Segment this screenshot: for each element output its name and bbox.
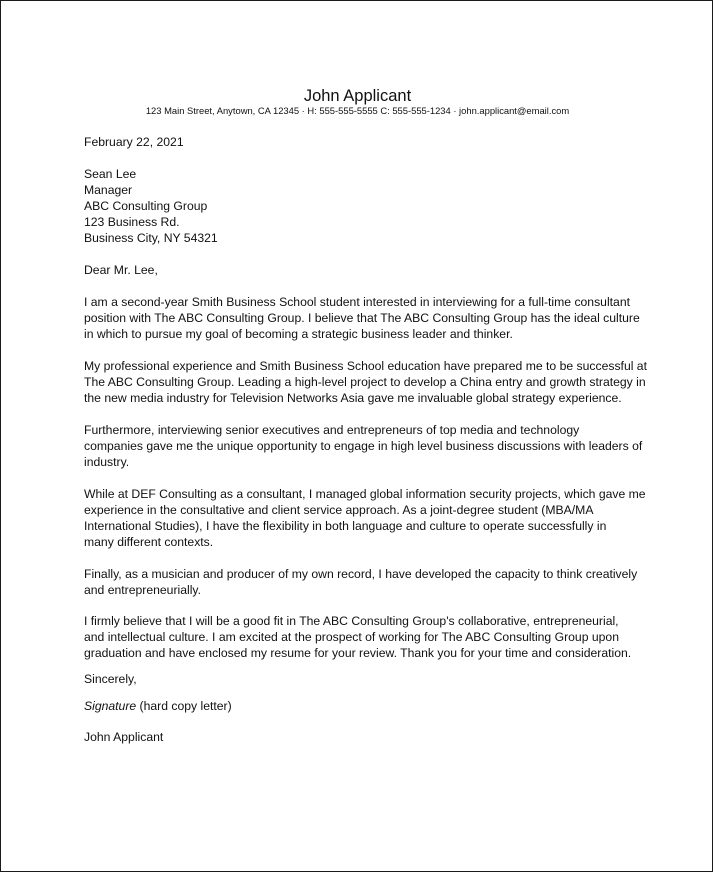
body-paragraph-6 — [84, 613, 636, 661]
paragraph-line: International Studies), I have the flexibility in both language and culture to operate successfully in — [84, 519, 607, 534]
paragraph-line: experience in the consultative and client service approach. As a joint-degree student (MBA/MA — [84, 503, 594, 518]
paragraph-line: The ABC Consulting Group. Leading a high-level project to develop a China entry and growth strategy in — [84, 375, 646, 390]
closing: Sincerely, — [84, 672, 137, 686]
recipient-street: 123 Business Rd. — [84, 215, 180, 230]
paragraph-line: in which to pursue my goal of becoming a strategic business leader and thinker. — [84, 327, 513, 342]
sender-name: John Applicant — [303, 87, 412, 105]
sender-contact-line: 123 Main Street, Anytown, CA 12345 · H: 555-555-5555 C: 555-555-1234 · john.applicant@email.com — [145, 105, 570, 116]
paragraph-line: the new media industry for Television Networks Asia gave me invaluable global strategy experience. — [84, 391, 622, 406]
paragraph-line: many different contexts. — [84, 535, 214, 550]
salutation: Dear Mr. Lee, — [84, 263, 158, 277]
paragraph-line: My professional experience and Smith Business School education have prepared me to be successful at — [84, 359, 647, 373]
paragraph-line: companies gave me the unique opportunity to engage in high level business discussions with leaders of — [84, 439, 643, 454]
body-paragraph-5 — [84, 566, 636, 598]
paragraph-line: I am a second-year Smith Business School student interested in interviewing for a full-time consultant — [84, 295, 630, 309]
signature-line — [84, 698, 636, 714]
paragraph-line: While at DEF Consulting as a consultant, I managed global information security projects, which gave me — [84, 487, 646, 501]
body-paragraph-1 — [84, 294, 640, 342]
body-paragraph-3 — [84, 422, 643, 470]
paragraph-line: I firmly believe that I will be a good fit in The ABC Consulting Group's collaborative, entrepreneurial, — [84, 614, 619, 628]
paragraph-line: and entrepreneurially. — [84, 583, 201, 598]
paragraph-line: Furthermore, interviewing senior executives and entrepreneurs of top media and technology — [84, 423, 580, 437]
paragraph-line: position with The ABC Consulting Group. I believe that The ABC Consulting Group has the ideal culture — [84, 311, 640, 326]
body-paragraph-4 — [84, 486, 646, 550]
recipient-city: Business City, NY 54321 — [84, 231, 218, 246]
recipient-company: ABC Consulting Group — [84, 199, 208, 214]
signer-name: John Applicant — [84, 730, 164, 744]
paragraph-line: and intellectual culture. I am excited at the prospect of working for The ABC Consulting Group upon — [84, 630, 619, 645]
recipient-name: Sean Lee — [84, 167, 137, 181]
body-paragraph-2 — [84, 358, 647, 406]
recipient-address — [84, 166, 636, 246]
signature-label: Signature — [84, 699, 137, 713]
letter-date: February 22, 2021 — [84, 135, 184, 149]
paragraph-line: Finally, as a musician and producer of my own record, I have developed the capacity to think creatively — [84, 567, 638, 581]
recipient-title: Manager — [84, 183, 133, 198]
paragraph-line: industry. — [84, 455, 130, 470]
signature-note: (hard copy letter) — [136, 699, 232, 713]
paragraph-line: graduation and have enclosed my resume for your review. Thank you for your time and consideration. — [84, 646, 632, 661]
